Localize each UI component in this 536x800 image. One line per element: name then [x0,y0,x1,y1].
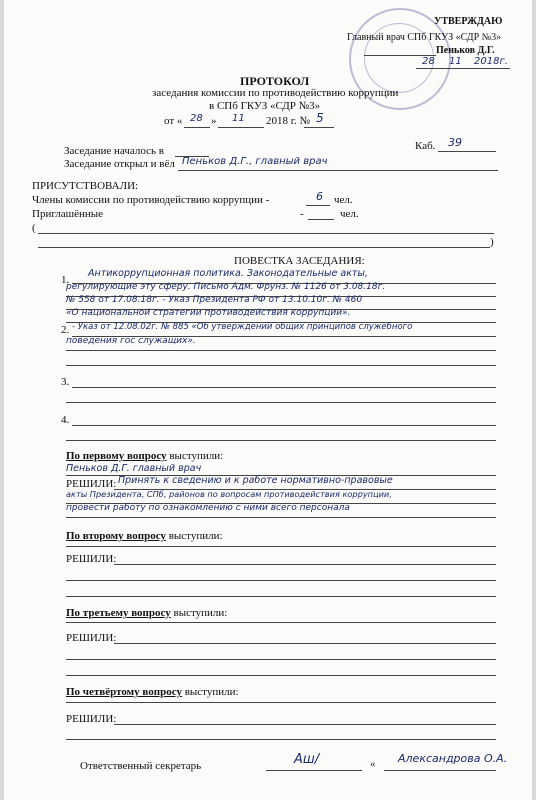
agenda-item1-line1: Антикоррупционная политика. Законодательные акты, [88,268,368,279]
q1-decided-label: РЕШИЛИ: [66,478,117,490]
agenda-item2-line1: - Указ от 12.08.02г. № 885 «Об утверждении общих принципов служебного [72,322,413,332]
members-unit: чел. [334,194,353,206]
room-value: 39 [448,136,462,149]
q1-speaker: Пеньков Д.Г. главный врач [66,463,202,474]
protocol-number: 5 [316,111,324,125]
agenda-num-3: 3. [61,376,70,388]
secretary-label: Ответственный секретарь [80,760,202,772]
protocol-date-year: 2018 г. № [266,115,311,127]
approval-position: Главный врач СПб ГКУЗ «СДР №3» [347,32,502,43]
agenda-item1-line4: «О национальной стратегии противодействия коррупции». [66,308,351,318]
meeting-opened-value: Пеньков Д.Г., главный врач [182,156,328,167]
agenda-num-2: 2. [61,324,70,336]
invited-dash: - [300,208,304,220]
secretary-name: Александрова О.А. [398,752,508,765]
q2-decided-label: РЕШИЛИ: [66,553,117,565]
approval-date-month: 11 [449,56,462,67]
q1-label: По первому вопросу [66,450,167,462]
q2-suffix: выступили: [165,530,223,542]
q2-heading [66,530,223,542]
q2-label: По второму вопросу [66,530,166,542]
agenda-num-1: 1. [61,274,70,286]
protocol-page [4,0,532,800]
members-value: 6 [316,190,323,203]
q3-heading [66,607,227,619]
agenda-item2-line2: поведения гос служащих». [66,336,196,346]
q1-decided-line2: акты Президента, СПб, районов по вопросам противодействия коррупции, [66,489,392,499]
q1-heading [66,450,223,462]
agenda-title: ПОВЕСТКА ЗАСЕДАНИЯ: [234,255,365,267]
present-label: ПРИСУТСТВОВАЛИ: [32,180,139,192]
approval-title: УТВЕРЖДАЮ [434,16,503,27]
protocol-date-prefix: от « [164,115,183,127]
protocol-date-day: 28 [190,113,203,124]
agenda-item1-line2: регулирующие эту сферу. Письмо Адм. Фрунз. № 1126 от 3.08.18г. [66,282,386,292]
meeting-opened-label: Заседание открыл и вёл [64,158,175,170]
q3-suffix: выступили: [170,607,228,619]
q1-suffix: выступили: [166,450,224,462]
members-label: Члены комиссии по противодействию коррупции - [32,194,270,206]
protocol-date-month: 11 [232,113,245,124]
agenda-item1-line3: № 558 от 17.08.18г. - Указ Президента РФ от 13.10.10г. № 460 [66,295,363,305]
q4-label: По четвёртому вопросу [66,686,182,698]
protocol-subtitle: заседания комиссии по противодействию коррупции [152,87,399,99]
meeting-started-label: Заседание началось в [64,145,164,157]
protocol-org: в СПб ГКУЗ «СДР №3» [209,100,321,112]
paren-open: ( [32,222,36,234]
agenda-num-4: 4. [61,414,70,426]
q4-decided-label: РЕШИЛИ: [66,713,117,725]
invited-unit: чел. [340,208,359,220]
approval-date-year: 2018г. [474,56,508,67]
room-label: Каб. [415,140,436,152]
invited-label: Приглашённые [32,208,104,220]
approval-name: Пеньков Д.Г. [436,45,495,56]
secretary-quote: « [370,758,376,770]
q4-suffix: выступили: [181,686,239,698]
approval-date-day: 28 [422,56,435,67]
secretary-signature: Аш/ [294,752,320,767]
paren-close: ) [490,236,494,248]
q3-label: По третьему вопросу [66,607,171,619]
q4-heading [66,686,239,698]
q3-decided-label: РЕШИЛИ: [66,632,117,644]
protocol-date-mid: » [211,115,217,127]
q1-decided-line3: провести работу по ознакомлению с ними всего персонала [66,503,350,513]
q1-decided-line1: Принять к сведению и к работе нормативно-правовые [118,475,393,486]
protocol-title: ПРОТОКОЛ [240,74,310,88]
